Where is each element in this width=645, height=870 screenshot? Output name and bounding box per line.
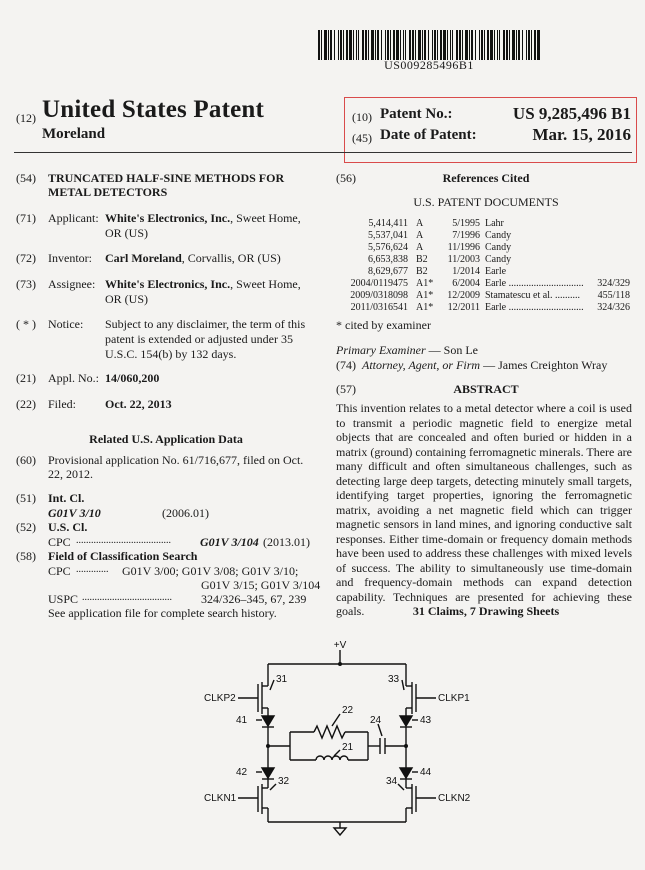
field-cpc-dots: .............: [76, 564, 109, 575]
code-52: (52): [16, 520, 36, 534]
related-data-heading: Related U.S. Application Data: [89, 432, 243, 446]
attorney-line: [362, 358, 607, 373]
barcode-bar: [475, 30, 476, 60]
barcode-bar: [422, 30, 423, 60]
barcode-bar: [471, 30, 473, 60]
references-cited-heading: References Cited: [442, 171, 530, 185]
barcode-number: US009285496B1: [384, 58, 474, 72]
ref-31: 31: [276, 674, 288, 685]
ref-44: 44: [420, 767, 432, 778]
us-cl-class: G01V 3/104: [200, 535, 259, 549]
clkp1-label: CLKP1: [438, 693, 470, 704]
barcode-bar: [390, 30, 391, 60]
barcode-bar: [356, 30, 357, 60]
us-cl-dots: ......................................: [76, 535, 171, 546]
barcode-bar: [469, 30, 470, 60]
barcode-bar: [396, 30, 399, 60]
barcode-bar: [462, 30, 463, 60]
highlight-box: [344, 97, 637, 163]
ref-42: 42: [236, 767, 248, 778]
code-51: (51): [16, 491, 36, 505]
notice-label: Notice:: [48, 317, 84, 331]
barcode-bar: [490, 30, 493, 60]
reference-date: 7/1996: [452, 230, 480, 241]
assignee-country: OR (US): [105, 292, 149, 306]
ref-41: 41: [236, 715, 248, 726]
code-45: (45): [352, 131, 372, 145]
barcode-bar: [330, 30, 332, 60]
applicant-name: White's Electronics, Inc.: [105, 211, 231, 225]
barcode-bar: [494, 30, 495, 60]
barcode-bar: [377, 30, 379, 60]
inventor-name: Carl Moreland: [105, 251, 182, 265]
invention-title-line1: TRUNCATED HALF-SINE METHODS FOR: [48, 171, 285, 185]
reference-name: Candy: [485, 254, 512, 265]
assignee-label: Assignee:: [48, 277, 96, 291]
barcode-bar: [405, 30, 406, 60]
field-cpc-line2: G01V 3/15; G01V 3/104: [201, 578, 321, 592]
barcode-bar: [403, 30, 404, 60]
provisional-line1: Provisional application No. 61/716,677, filed on Oct.: [48, 453, 304, 467]
notice-text: [105, 317, 315, 362]
barcode-bar: [526, 30, 527, 60]
reference-number: 5,414,411: [368, 218, 408, 229]
code-57: (57): [336, 382, 356, 396]
reference-name: Earle ..............................: [485, 302, 584, 313]
barcode-bar: [328, 30, 329, 60]
header-divider: [14, 152, 632, 153]
barcode-bar: [443, 30, 446, 60]
reference-kind: B2: [416, 266, 428, 277]
reference-kind: A1*: [416, 278, 434, 289]
reference-number: 2011/0316541: [350, 302, 408, 313]
barcode-bar: [503, 30, 505, 60]
provisional-line2: 22, 2012.: [48, 467, 93, 481]
code-71: (71): [16, 211, 36, 225]
field-cpc-label: CPC: [48, 564, 71, 578]
field-uspc-value: 324/326–345, 67, 239: [201, 592, 307, 606]
us-patent-documents-heading: U.S. PATENT DOCUMENTS: [413, 195, 559, 209]
reference-kind: A: [416, 218, 424, 229]
code-10: (10): [352, 110, 372, 124]
barcode-bar: [479, 30, 480, 60]
barcode-bar: [516, 30, 517, 60]
reference-date: 12/2009: [447, 290, 480, 301]
reference-cls: 324/329: [597, 278, 630, 289]
reference-number: 5,576,624: [368, 242, 408, 253]
code-73: (73): [16, 277, 36, 291]
assignee-value: [105, 277, 315, 307]
abstract-heading: ABSTRACT: [453, 382, 519, 396]
clkn2-label: CLKN2: [438, 793, 471, 804]
reference-name: Earle: [485, 266, 507, 277]
barcode-bar: [393, 30, 395, 60]
barcode-bar: [362, 30, 364, 60]
barcode-bar: [321, 30, 322, 60]
reference-number: 2009/0318098: [350, 290, 408, 301]
barcode-bar: [512, 30, 515, 60]
reference-name: Earle ..............................: [485, 278, 584, 289]
ref-21: 21: [342, 742, 354, 753]
barcode-bar: [371, 30, 374, 60]
barcode-bar: [522, 30, 523, 60]
barcode-bar: [400, 30, 401, 60]
code-58: (58): [16, 549, 36, 563]
reference-date: 11/2003: [447, 254, 480, 265]
barcode-bar: [418, 30, 421, 60]
date-of-patent: Mar. 15, 2016: [532, 125, 631, 144]
code-72: (72): [16, 251, 36, 265]
abstract-text: This invention relates to a metal detector where a coil is used to transmit a periodic magnetic field to energize metal objects that are concealed and often buried or hidden in a matrix (ground) containing ferromagnetic minerals. There are many difficult and often simultaneous challenges, such as detecting large deep targets, detecting minutely small targets, identifying target properties, ignoring the ferromagnetic matrix, avoiding a net magnetic field which can trigger magnetic sensors in land mines, and ignoring conductive salt responses. Either time-domain or frequency domain methods have been used to address these challenges with mixed levels of success. The ability to simultaneously use time-domain and frequency-domain methods can expand detection capability. Techniques are presented for achieving these goals.: [336, 401, 632, 618]
reference-kind: A: [416, 230, 424, 241]
barcode-bar: [434, 30, 436, 60]
code-56: (56): [336, 171, 356, 185]
barcode-bar: [452, 30, 453, 60]
barcode-bar: [456, 30, 458, 60]
claims-drawing-sheets: 31 Claims, 7 Drawing Sheets: [412, 604, 560, 618]
barcode-bar: [450, 30, 451, 60]
barcode-bar: [365, 30, 367, 60]
reference-number: 6,653,838: [368, 254, 408, 265]
barcode-bar: [465, 30, 468, 60]
patent-number: US 9,285,496 B1: [512, 104, 631, 123]
barcode-bar: [497, 30, 498, 60]
field-search-label: Field of Classification Search: [48, 549, 198, 563]
ref-33: 33: [388, 674, 400, 685]
barcode-bar: [506, 30, 508, 60]
field-cpc-line1: G01V 3/00; G01V 3/08; G01V 3/10;: [122, 564, 299, 578]
cited-by-examiner: * cited by examiner: [336, 318, 431, 332]
reference-name: Candy: [485, 230, 512, 241]
barcode-bar: [531, 30, 532, 60]
reference-number: 2004/0119475: [350, 278, 408, 289]
clkn1-label: CLKN1: [204, 793, 237, 804]
circuit-diagram: [190, 638, 480, 838]
barcode-bar: [412, 30, 414, 60]
ref-34: 34: [386, 776, 398, 787]
barcode-bar: [428, 30, 429, 60]
inventor-label: Inventor:: [48, 251, 92, 265]
int-cl-year: (2006.01): [162, 506, 209, 520]
barcode-bar: [432, 30, 433, 60]
barcode-bar: [484, 30, 485, 60]
ref-32: 32: [278, 776, 290, 787]
int-cl-label: Int. Cl.: [48, 491, 85, 505]
applicant-country: OR (US): [105, 226, 149, 240]
field-uspc-dots: ....................................: [82, 592, 172, 603]
inventor-location: , Corvallis, OR (US): [181, 251, 281, 265]
assignee-location: , Sweet Home,: [230, 277, 301, 291]
applicant-value: [105, 211, 315, 241]
invention-title-line2: METAL DETECTORS: [48, 185, 168, 199]
barcode-bar: [358, 30, 359, 60]
inventor-surname: Moreland: [42, 126, 106, 142]
reference-date: 5/1995: [452, 218, 480, 229]
vplus-label: +V: [333, 640, 347, 651]
notice-line1: Subject to any disclaimer, the term of this: [105, 317, 306, 331]
reference-kind: A1*: [416, 302, 434, 313]
reference-name: Stamatescu et al. ..........: [485, 290, 580, 301]
barcode-bar: [346, 30, 348, 60]
barcode: [318, 30, 540, 60]
applicant-location: , Sweet Home,: [230, 211, 301, 225]
barcode-bar: [534, 30, 536, 60]
barcode-bar: [437, 30, 438, 60]
primary-examiner-name: — Son Le: [425, 343, 478, 357]
code-12: (12): [16, 111, 36, 125]
us-cl-label: U.S. Cl.: [48, 520, 88, 534]
us-cl-cpc-label: CPC: [48, 535, 71, 549]
reference-date: 6/2004: [452, 278, 480, 289]
patent-no-label: Patent No.:: [380, 106, 453, 122]
barcode-bar: [509, 30, 510, 60]
appl-no-value: 14/060,200: [105, 371, 160, 385]
code-21: (21): [16, 371, 36, 385]
ref-43: 43: [420, 715, 432, 726]
code-22: (22): [16, 397, 36, 411]
barcode-bar: [340, 30, 342, 60]
attorney-name: — James Creighton Wray: [480, 358, 608, 372]
reference-name: Candy: [485, 242, 512, 253]
barcode-bar: [368, 30, 369, 60]
barcode-bar: [447, 30, 448, 60]
code-54: (54): [16, 171, 36, 185]
barcode-bar: [353, 30, 354, 60]
reference-kind: A: [416, 242, 424, 253]
barcode-bar: [324, 30, 327, 60]
barcode-bar: [440, 30, 442, 60]
reference-kind: A1*: [416, 290, 434, 301]
inventor-value: [105, 251, 315, 266]
barcode-bar: [387, 30, 389, 60]
clkp2-label: CLKP2: [204, 693, 236, 704]
reference-cls: 324/326: [597, 302, 630, 313]
code-74: (74): [336, 358, 356, 372]
ref-22: 22: [342, 705, 354, 716]
assignee-name: White's Electronics, Inc.: [105, 277, 231, 291]
filed-value: Oct. 22, 2013: [105, 397, 172, 411]
attorney-label: Attorney, Agent, or Firm: [362, 358, 481, 372]
reference-name: Lahr: [485, 218, 504, 229]
ref-24: 24: [370, 715, 382, 726]
reference-date: 1/2014: [452, 266, 480, 277]
notice-line2: patent is extended or adjusted under 35: [105, 332, 293, 346]
barcode-bar: [499, 30, 500, 60]
barcode-bar: [459, 30, 461, 60]
int-cl-class: G01V 3/10: [48, 506, 101, 520]
notice-code: ( * ): [16, 317, 36, 331]
barcode-bar: [334, 30, 335, 60]
barcode-bar: [415, 30, 416, 60]
search-history-note: See application file for complete search history.: [48, 606, 277, 620]
barcode-bar: [487, 30, 489, 60]
appl-no-label: Appl. No.:: [48, 371, 99, 385]
barcode-bar: [343, 30, 344, 60]
barcode-bar: [318, 30, 320, 60]
document-type-title: United States Patent: [42, 96, 265, 123]
reference-date: 11/1996: [447, 242, 480, 253]
reference-number: 5,537,041: [368, 230, 408, 241]
barcode-bar: [375, 30, 376, 60]
reference-cls: 455/118: [597, 290, 630, 301]
code-60: (60): [16, 453, 36, 467]
reference-kind: B2: [416, 254, 428, 265]
filed-label: Filed:: [48, 397, 77, 411]
barcode-bar: [537, 30, 540, 60]
applicant-label: Applicant:: [48, 211, 99, 225]
primary-examiner: [336, 343, 478, 358]
us-cl-year: (2013.01): [263, 535, 310, 549]
barcode-bar: [409, 30, 411, 60]
barcode-bar: [381, 30, 382, 60]
notice-line3: U.S.C. 154(b) by 132 days.: [105, 347, 237, 361]
barcode-bar: [338, 30, 339, 60]
barcode-bar: [424, 30, 426, 60]
date-of-patent-label: Date of Patent:: [380, 127, 477, 143]
barcode-bar: [518, 30, 520, 60]
field-uspc-label: USPC: [48, 592, 79, 606]
reference-number: 8,629,677: [368, 266, 408, 277]
barcode-bar: [385, 30, 386, 60]
barcode-bar: [528, 30, 530, 60]
reference-date: 12/2011: [447, 302, 480, 313]
barcode-bar: [349, 30, 352, 60]
primary-examiner-label: Primary Examiner: [336, 343, 426, 357]
barcode-bar: [481, 30, 483, 60]
